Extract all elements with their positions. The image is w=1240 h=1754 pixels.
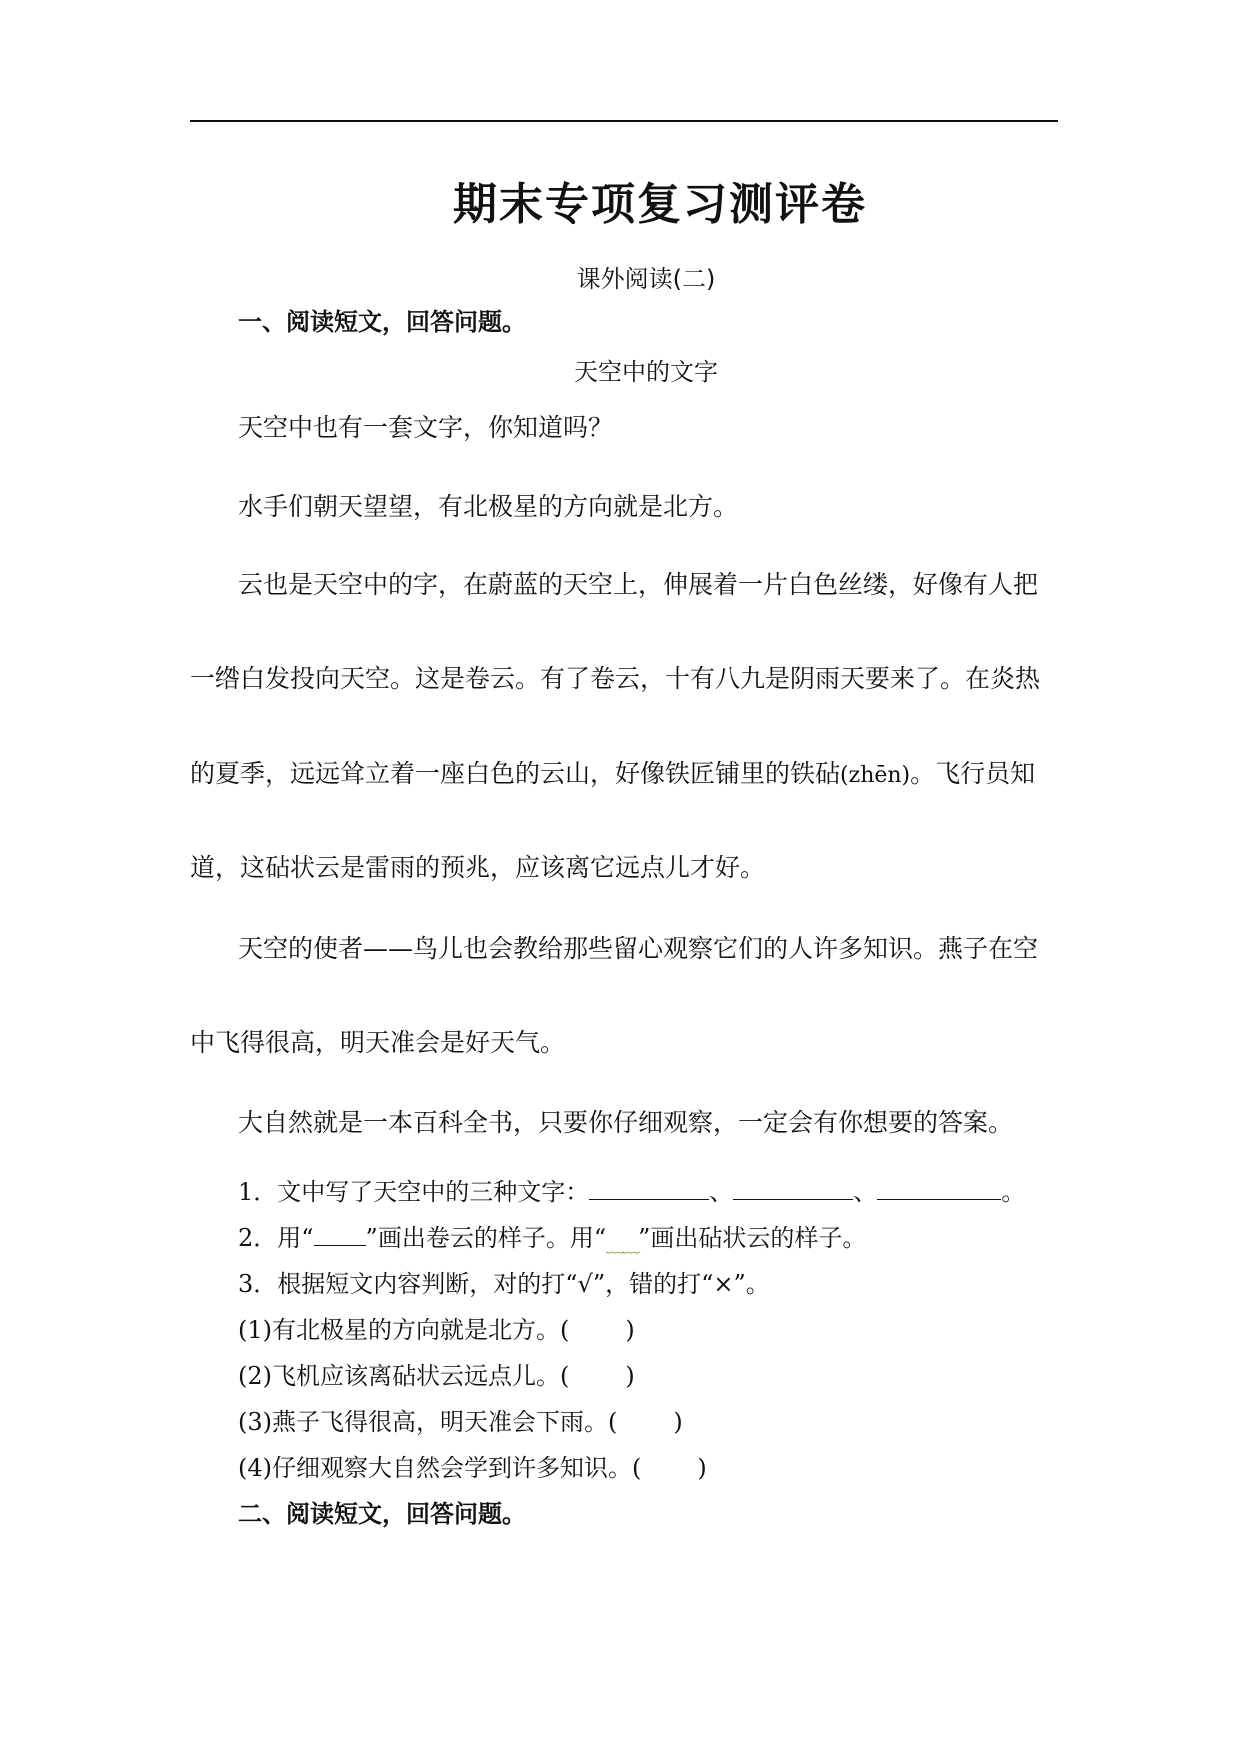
passage-line: 中飞得很高，明天准会是好天气。	[190, 1028, 566, 1057]
question-2	[238, 1218, 866, 1258]
question-text: 1．文中写了天空中的三种文字：	[238, 1178, 590, 1206]
passage-line: 一绺白发投向天空。这是卷云。有了卷云，十有八九是阴雨天要来了。在炎热	[190, 664, 1041, 693]
header-rule	[190, 120, 1058, 122]
passage-paragraph: 大自然就是一本百科全书，只要你仔细观察，一定会有你想要的答案。	[238, 1108, 1014, 1137]
passage-title: 天空中的文字	[574, 358, 718, 386]
item-close: )	[673, 1408, 683, 1436]
separator: 、	[709, 1178, 734, 1206]
judgement-item	[238, 1310, 635, 1345]
item-close: )	[697, 1454, 707, 1482]
section-1-heading: 一、阅读短文，回答问题。	[238, 308, 526, 336]
section-2-heading: 二、阅读短文，回答问题。	[238, 1500, 526, 1528]
item-close: )	[625, 1316, 635, 1344]
answer-blank[interactable]	[733, 1177, 853, 1200]
judgement-item	[238, 1448, 707, 1483]
passage-text: 的夏季，远远耸立着一座白色的云山，好像铁匠铺里的铁砧	[190, 759, 841, 788]
item-text: (3)燕子飞得很高，明天准会下雨。(	[238, 1408, 618, 1436]
passage-paragraph: 水手们朝天望望，有北极星的方向就是北方。	[238, 492, 739, 521]
passage-text: 。飞行员知	[910, 759, 1036, 788]
item-text: (1)有北极星的方向就是北方。(	[238, 1316, 570, 1344]
passage-paragraph: 云也是天空中的字，在蔚蓝的天空上，伸展着一片白色丝缕，好像有人把	[238, 570, 1039, 599]
item-close: )	[625, 1362, 635, 1390]
item-text: (4)仔细观察大自然会学到许多知识。(	[238, 1454, 642, 1482]
passage-paragraph: 天空的使者——鸟儿也会教给那些留心观察它们的人许多知识。燕子在空	[238, 934, 1039, 963]
passage-paragraph: 天空中也有一套文字，你知道吗？	[238, 413, 614, 442]
pinyin-note: (zhēn)	[840, 763, 911, 788]
question-end: 。	[1001, 1178, 1026, 1206]
underline-mark	[314, 1223, 366, 1246]
judgement-item	[238, 1356, 635, 1391]
answer-blank[interactable]	[877, 1177, 1001, 1200]
judgement-item	[238, 1402, 683, 1437]
answer-blank[interactable]	[589, 1177, 709, 1200]
question-text: ”画出卷云的样子。用“	[365, 1224, 607, 1252]
question-text: ”画出砧状云的样子。	[638, 1224, 867, 1252]
question-1	[238, 1172, 1025, 1207]
separator: 、	[853, 1178, 878, 1206]
question-3: 3．根据短文内容判断，对的打“√”，错的打“×”。	[238, 1270, 770, 1298]
passage-line: 道，这砧状云是雷雨的预兆，应该离它远点儿才好。	[190, 853, 766, 882]
passage-line	[190, 759, 1058, 791]
wavy-line-mark: ﹏﹏	[606, 1236, 639, 1257]
question-text: 2．用“	[238, 1224, 314, 1252]
page-subtitle: 课外阅读(二)	[576, 265, 716, 293]
item-text: (2)飞机应该离砧状云远点儿。(	[238, 1362, 570, 1390]
page-title: 期末专项复习测评卷	[453, 179, 867, 230]
